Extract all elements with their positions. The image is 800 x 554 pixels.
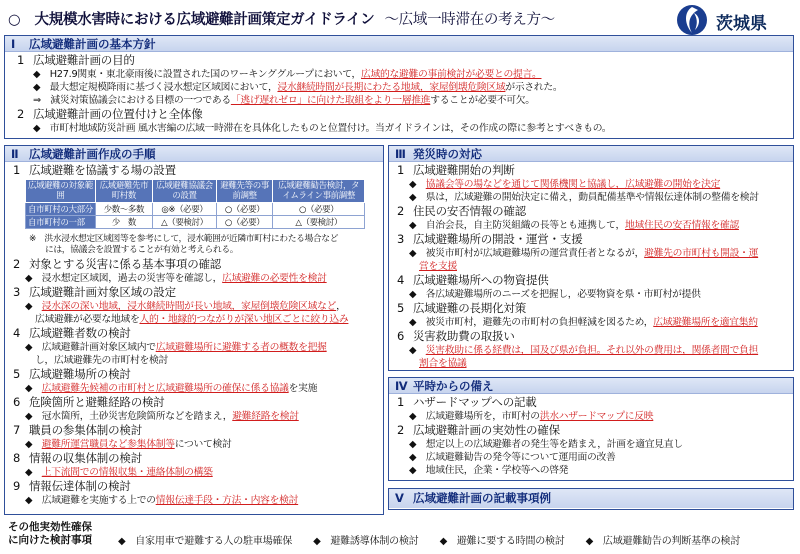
footer-item: ◆ 避難誘導体制の検討 [313,536,419,547]
setup-table [25,179,365,229]
bullet: ⇒ 減災対策協議会における目標の一つである「逃げ遅れゼロ」に向けた取組をより一層推進することが必要不可欠。 [33,95,535,106]
bullet: ◆ 浸水想定区域図，過去の災害等を確認し，広域避難の必要性を検討 [25,273,327,284]
section-disaster-response [388,145,794,371]
table-note: ※ 洪水浸水想定区域図等を参考にして，浸水範囲が近隣市町村にわたる場合など [29,234,339,244]
bullet: ◆ 協議会等の場などを通じて関係機関と協議し，広域避難の開始を決定 [409,179,721,190]
table-header: 避難先等の事前調整 [216,180,272,203]
bullet: ◆ 上下流間での情報収集・連絡体制の構築 [25,467,213,478]
bullet: ◆ 広域避難勧告の発令等について運用面の改善 [409,452,616,463]
bullet: ◆ 広域避難を実施する上での情報伝達手段・方法・内容を検討 [25,495,299,506]
topic-heading: 2 対象とする災害に係る基本事項の確認 [13,257,222,271]
table-row: 自市町村の大部分 少数～多数 ◎※（必要） ○（必要） ○（必要） [26,203,365,216]
footer-item: ◆ 避難に要する時間の検討 [439,536,565,547]
section-preparedness [388,377,794,481]
section-procedure [4,145,384,515]
topic-heading: 6 災害救助費の取扱い [397,329,515,343]
bullet: 広域避難が必要な地域を人的・地縁的つながりが深い地区ごとに絞り込み [35,314,349,325]
section-header: Ⅱ 広域避難計画作成の手順 [5,146,383,162]
topic-heading: 5 広域避難場所の検討 [13,367,131,381]
bullet: ◆ 県は，広域避難の開始決定に備え，動員配備基準や情報伝達体制の整備を検討 [409,192,759,203]
table-header: 広域避難勧告検討，タイムライン事前調整 [273,180,365,203]
bullet: ◆ H27.9関東・東北豪雨後に設置された国のワーキンググループにおいて，広域的な避難の事前検討が必要との提言。 [33,69,542,80]
topic-heading: 3 広域避難場所の開設・運営・支援 [397,232,583,246]
topic-heading: 4 広域避難者数の検討 [13,326,131,340]
table-header: 広域避難先市町村数 [95,180,152,203]
section-header: Ⅲ 発災時の対応 [389,146,793,162]
bullet: 割合を協議 [419,358,467,369]
bullet: ◆ 被災市町村，避難先の市町村の負担軽減を図るため，広域避難場所を適宜集約 [409,317,758,328]
section-header: Ⅳ 平時からの備え [389,378,793,394]
section-entries [388,488,794,510]
topic-heading: 1 広域避難開始の判断 [397,163,515,177]
bullet: 営を支援 [419,261,457,272]
bullet: ◆ 広域避難場所を，市町村の洪水ハザードマップに反映 [409,411,654,422]
section-header: Ⅰ 広域避難計画の基本方針 [5,36,793,52]
bullet: し，広域避難先の市町村を検討 [35,355,168,366]
topic-heading: 2 広域避難計画の位置付けと全体像 [17,107,203,121]
topic-heading: 7 職員の参集体制の検討 [13,423,142,437]
footer-items [118,532,758,547]
page-title: ○ 大規模水害時における広域避難計画策定ガイドライン ～広域一時滞在の考え方～ [8,12,555,28]
bullet: ◆ 避難所運営職員など参集体制等について検討 [25,439,232,450]
footer-item: ◆ 広域避難勧告の判断基準の検討 [585,536,741,547]
bullet: ◆ 冠水箇所，土砂災害危険箇所などを踏まえ，避難経路を検討 [25,411,299,422]
topic-heading: 4 広域避難場所への物資提供 [397,273,549,287]
bullet: ◆ 広域避難計画対象区域内で広域避難場所に避難する者の概数を把握 [25,342,327,353]
section-header: Ⅴ 広域避難計画の記載事項例 [389,489,793,508]
bullet: ◆ 想定以上の広域避難者の発生等を踏まえ，計画を適宜見直し [409,439,683,450]
topic-heading: 6 危険箇所と避難経路の検討 [13,395,165,409]
footer-item: ◆ 自家用車で避難する人の駐車場確保 [118,536,293,547]
prefecture-name: 茨城県 [716,14,767,34]
bullet: ◆ 被災市町村が広域避難場所の運営責任者となるが，避難先の市町村も開設・運 [409,248,759,259]
bullet: ◆ 最大想定規模降雨に基づく浸水想定区域図において，浸水継続時間が長期にわたる地域，家屋倒壊危険区域が示された。 [33,82,563,93]
topic-heading: 8 情報の収集体制の検討 [13,451,142,465]
topic-heading: 1 ハザードマップへの記載 [397,395,537,409]
topic-heading: 2 住民の安否情報の確認 [397,204,526,218]
footer-label: その他実効性確保 に向けた検討事項 [8,521,92,546]
bullet: ◆ 各広域避難場所のニーズを把握し，必要物資を県・市町村が提供 [409,289,701,300]
bullet: ◆ 災害救助に係る経費は，国及び県が負担。それ以外の費用は，関係者間で負担 [409,345,759,356]
table-header: 広域避難の対象範囲 [26,180,96,203]
bullet: ◆ 浸水深の深い地域，浸水継続時間が長い地域，家屋倒壊危険区域など， [25,301,346,312]
topic-heading: 3 広域避難計画対象区域の設定 [13,285,176,299]
bullet: ◆ 地域住民，企業・学校等への啓発 [409,465,569,476]
topic-heading: 9 情報伝達体制の検討 [13,479,131,493]
topic-heading: 1 広域避難を協議する場の設置 [13,163,176,177]
bullet: ◆ 広域避難先候補の市町村と広域避難場所の確保に係る協議を実施 [25,383,318,394]
bullet: ◆ 自治会長，自主防災組織の長等とも連携して，地域住民の安否情報を確認 [409,220,739,231]
page-subtitle: ～広域一時滞在の考え方～ [384,12,555,28]
topic-heading: 5 広域避難の長期化対策 [397,301,526,315]
table-row: 自市町村の一部 少 数 △（要検討） ○（必要） △（要検討） [26,216,365,229]
prefecture-emblem-icon [676,4,708,36]
table-note: には，協議会を設置することが有効と考えられる。 [45,245,239,255]
topic-heading: 2 広域避難計画の実効性の確保 [397,423,560,437]
topic-heading: 1 広域避難計画の目的 [17,53,135,67]
bullet: ◆ 市町村地域防災計画 風水害編の広域一時滞在を具体化したものと位置付け。当ガイドラインは，その作成の際に参考とすべきもの。 [33,123,612,134]
table-header: 広域避難協議会の設置 [152,180,216,203]
section-basic-policy [4,35,794,139]
